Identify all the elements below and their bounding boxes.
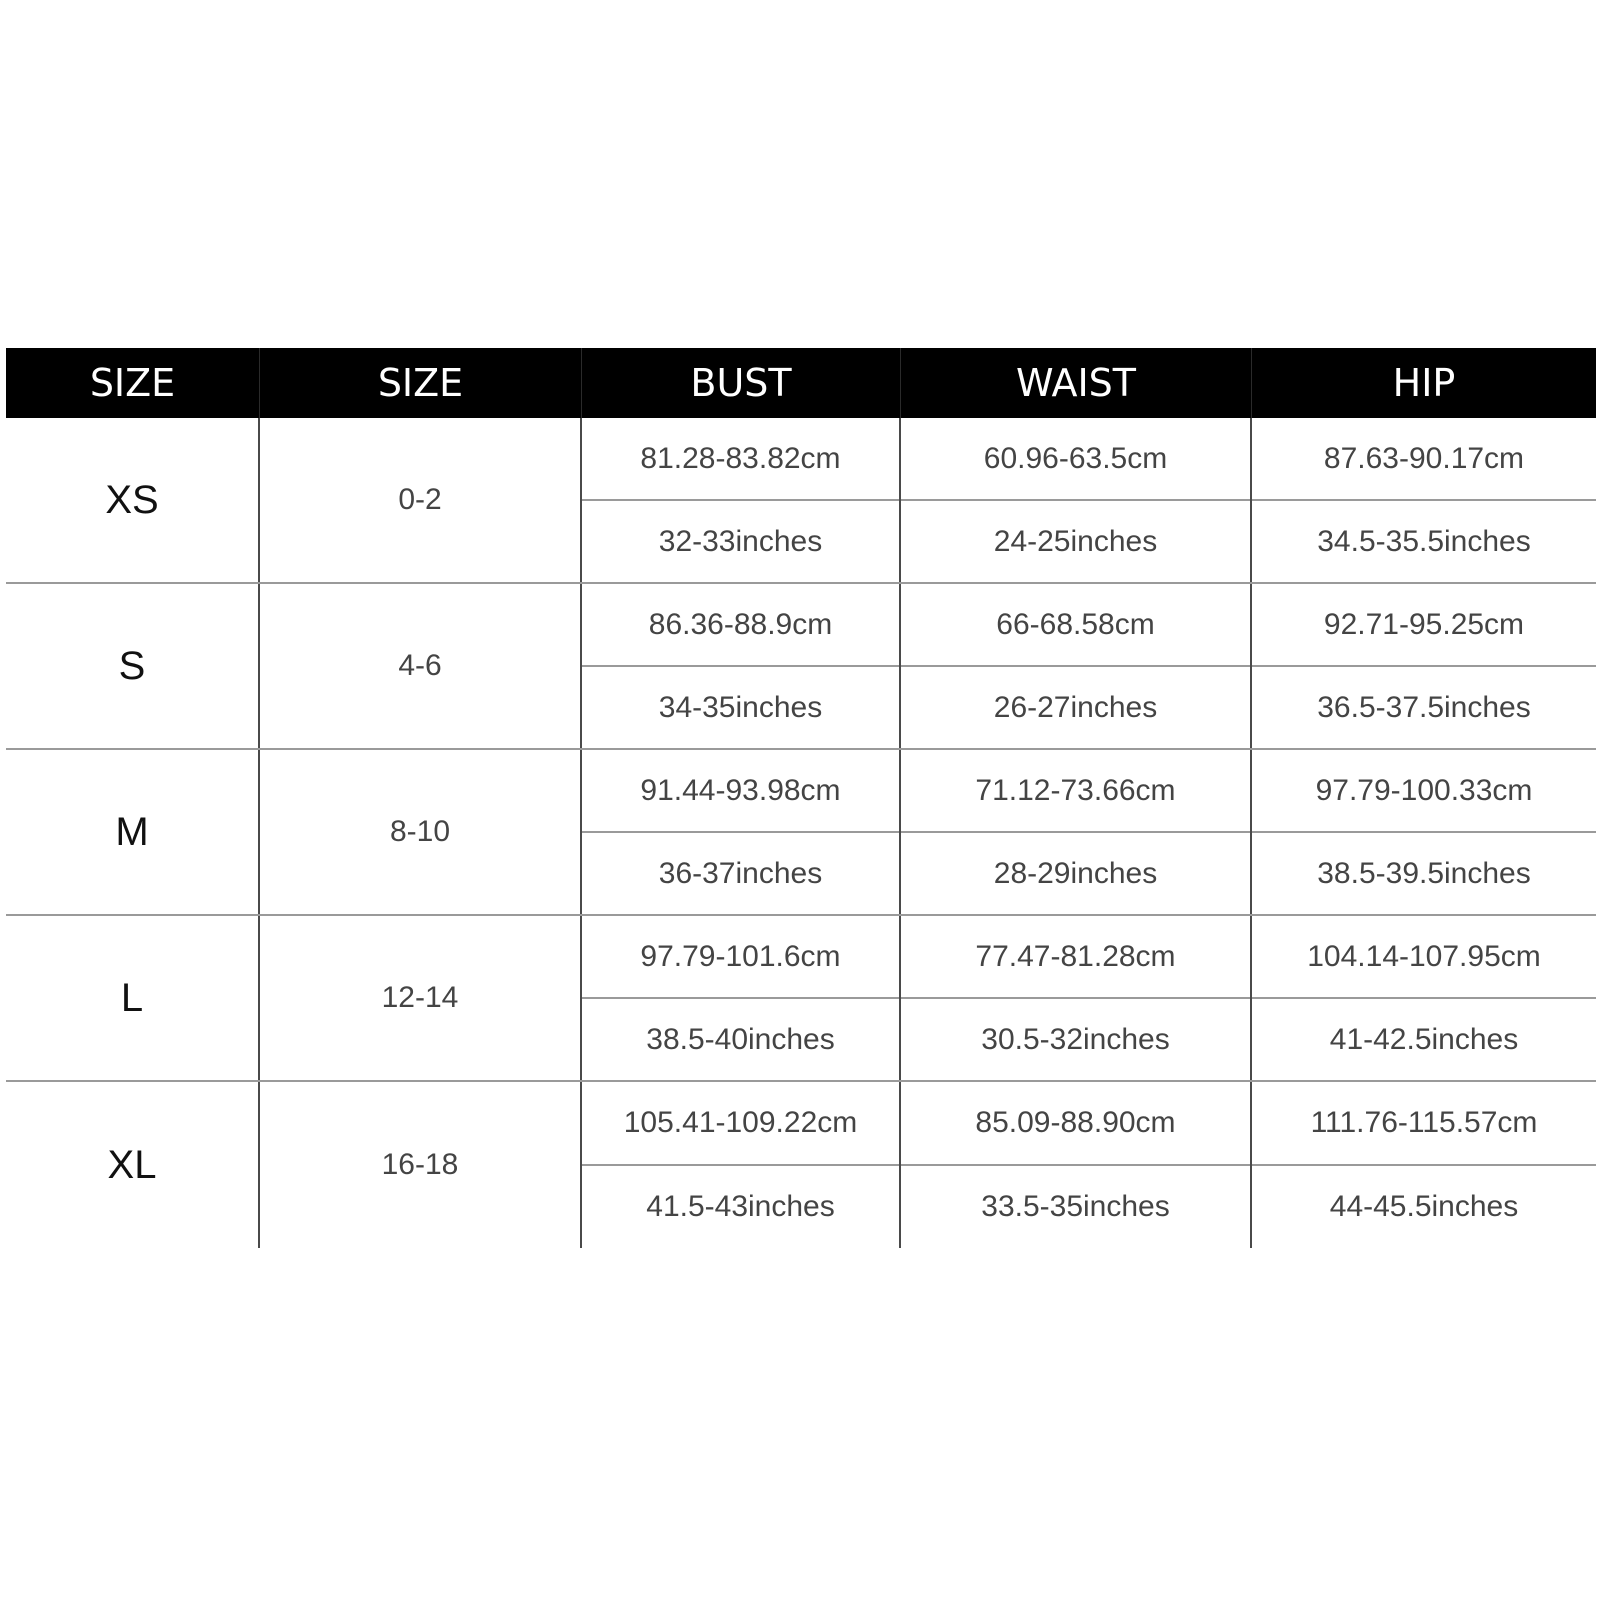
header-size-label: SIZE xyxy=(6,348,260,418)
hip-cm: 92.71-95.25cm xyxy=(1252,584,1596,667)
bust-cm: 86.36-88.9cm xyxy=(582,584,899,667)
size-row-l xyxy=(6,916,1596,1082)
hip-cell xyxy=(1252,1082,1596,1248)
size-label: M xyxy=(6,750,260,914)
size-row-m xyxy=(6,750,1596,916)
waist-cm: 60.96-63.5cm xyxy=(901,418,1250,501)
bust-inches: 41.5-43inches xyxy=(646,1190,835,1223)
size-number: 4-6 xyxy=(260,584,582,748)
size-label: S xyxy=(6,584,260,748)
bust-inches: 36-37inches xyxy=(658,856,823,890)
bust-inches: 32-33inches xyxy=(658,524,823,558)
size-row-s xyxy=(6,584,1596,750)
size-number: 12-14 xyxy=(260,916,582,1080)
bust-cm: 97.79-101.6cm xyxy=(582,916,899,999)
header-hip: HIP xyxy=(1392,361,1456,405)
hip-inches: 36.5-37.5inches xyxy=(1317,690,1531,724)
hip-cm: 104.14-107.95cm xyxy=(1252,916,1596,999)
hip-inches: 34.5-35.5inches xyxy=(1317,524,1531,558)
size-label: XS xyxy=(6,418,260,582)
bust-cm: 91.44-93.98cm xyxy=(582,750,899,833)
hip-cell xyxy=(1252,584,1596,748)
bust-cell xyxy=(582,916,901,1080)
bust-cell xyxy=(582,584,901,748)
waist-inches: 24-25inches xyxy=(993,524,1158,558)
waist-inches: 30.5-32inches xyxy=(981,1022,1170,1056)
bust-cell xyxy=(582,750,901,914)
waist-inches: 28-29inches xyxy=(993,856,1158,890)
waist-cell xyxy=(901,750,1252,914)
size-number: 0-2 xyxy=(260,418,582,582)
size-row-xs xyxy=(6,418,1596,584)
waist-cell xyxy=(901,916,1252,1080)
header-bust: BUST xyxy=(582,348,901,418)
bust-cell xyxy=(582,1082,901,1248)
waist-cm: 85.09-88.90cm xyxy=(901,1082,1250,1166)
bust-cm: 105.41-109.22cm xyxy=(582,1082,899,1166)
size-label: XL xyxy=(6,1082,260,1248)
size-row-xl xyxy=(6,1082,1596,1248)
waist-cm: 66-68.58cm xyxy=(901,584,1250,667)
hip-cm: 97.79-100.33cm xyxy=(1252,750,1596,833)
waist-inches: 26-27inches xyxy=(993,690,1158,724)
bust-cell xyxy=(582,418,901,582)
hip-inches: 41-42.5inches xyxy=(1329,1022,1519,1056)
hip-inches: 44-45.5inches xyxy=(1329,1190,1519,1223)
hip-cm: 111.76-115.57cm xyxy=(1252,1082,1596,1166)
waist-cm: 71.12-73.66cm xyxy=(901,750,1250,833)
header-size-number: SIZE xyxy=(260,348,582,418)
waist-cell xyxy=(901,584,1252,748)
waist-cell xyxy=(901,1082,1252,1248)
size-chart xyxy=(6,348,1596,1248)
hip-cm: 87.63-90.17cm xyxy=(1252,418,1596,501)
bust-cm: 81.28-83.82cm xyxy=(582,418,899,501)
size-number: 16-18 xyxy=(260,1082,582,1248)
hip-cell xyxy=(1252,750,1596,914)
hip-inches: 38.5-39.5inches xyxy=(1317,856,1531,890)
waist-cell xyxy=(901,418,1252,582)
bust-inches: 34-35inches xyxy=(658,690,823,724)
waist-cm: 77.47-81.28cm xyxy=(901,916,1250,999)
bust-inches: 38.5-40inches xyxy=(646,1022,835,1056)
header-waist: WAIST xyxy=(901,348,1252,418)
hip-cell xyxy=(1252,418,1596,582)
hip-cell xyxy=(1252,916,1596,1080)
size-label: L xyxy=(6,916,260,1080)
size-chart-header xyxy=(6,348,1596,418)
waist-inches: 33.5-35inches xyxy=(981,1190,1170,1223)
size-number: 8-10 xyxy=(260,750,582,914)
